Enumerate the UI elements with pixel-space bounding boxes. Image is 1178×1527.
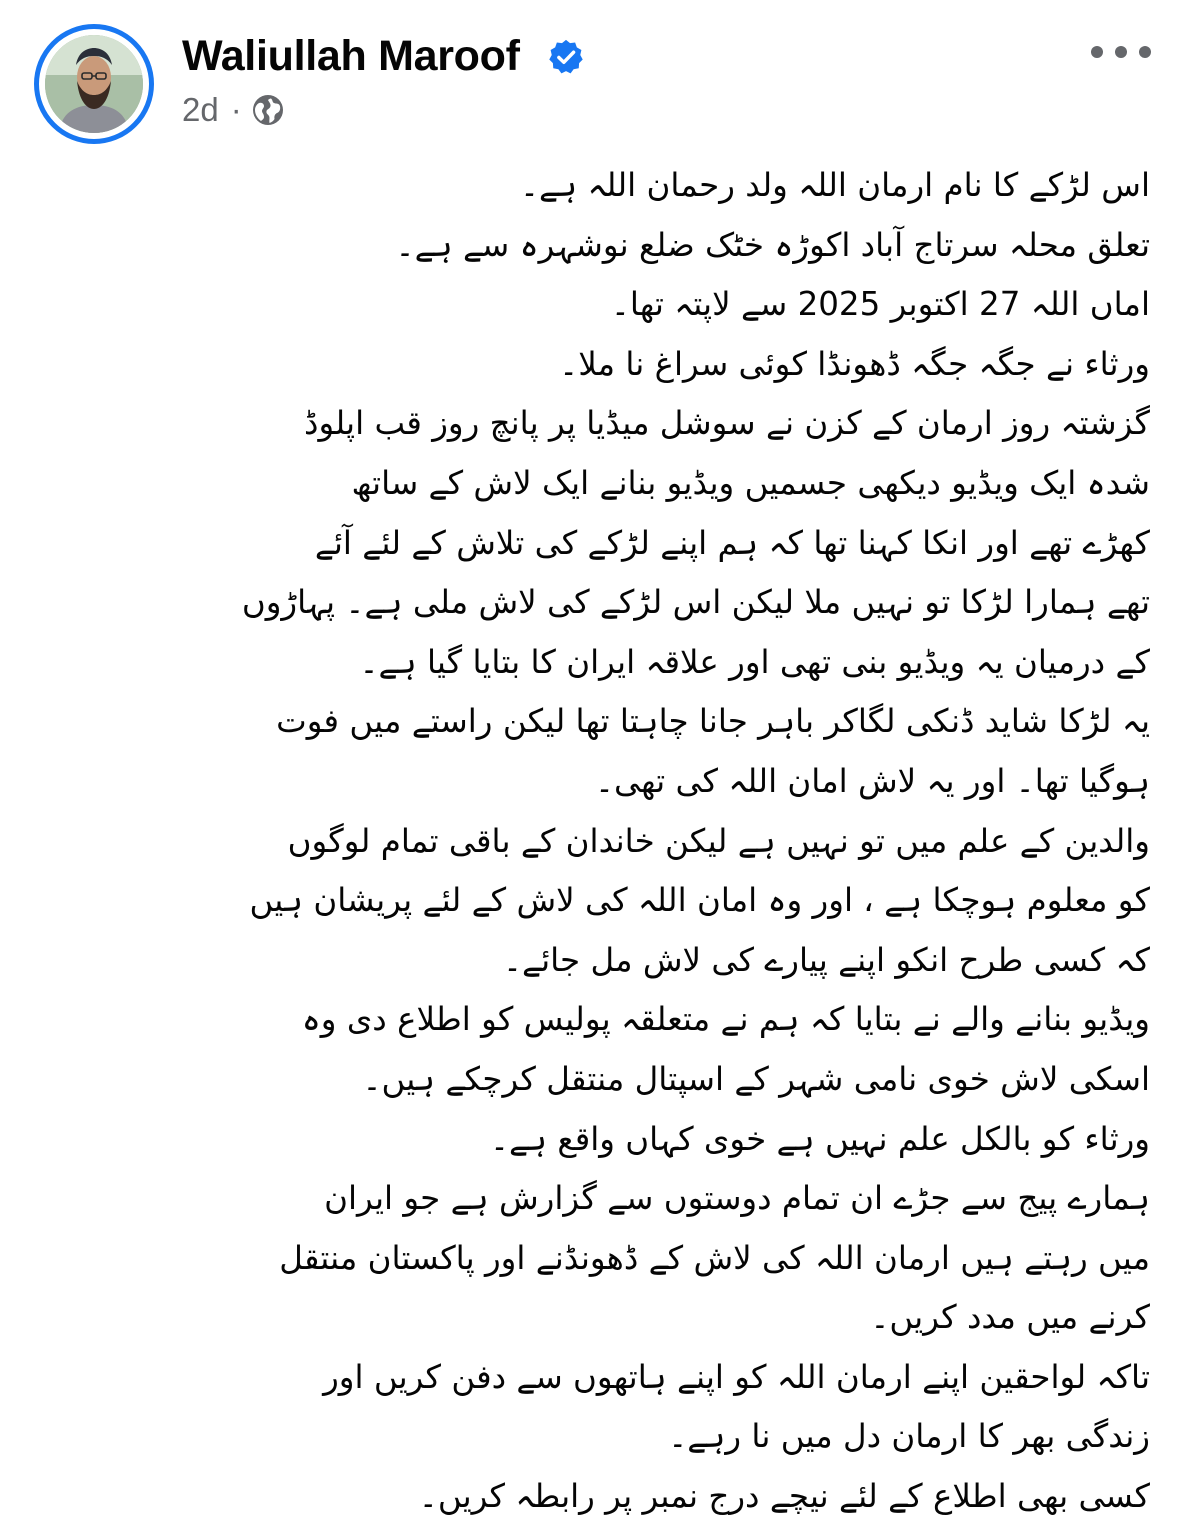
post-text-line: میں رہتے ہیں ارمان اللہ کی لاش کے ڈھونڈنے اور پاکستان منتقل	[279, 1238, 1150, 1277]
post-text-line: کھڑے تھے اور انکا کہنا تھا کہ ہم اپنے لڑکے کی تلاش کے لئے آئے	[314, 523, 1150, 562]
post-text-line: ہمارے پیج سے جڑے ان تمام دوستوں سے گزارش ہے جو ایران	[324, 1179, 1150, 1218]
post-text-line: تھے ہمارا لڑکا تو نہیں ملا لیکن اس لڑکے کی لاش ملی ہے۔ پہاڑوں	[241, 583, 1150, 622]
post-timestamp[interactable]: 2d	[182, 91, 219, 128]
post-text-line: تاکہ لواحقین اپنے ارمان اللہ کو اپنے ہاتھوں سے دفن کریں اور	[323, 1357, 1150, 1396]
post-text-line: ورثاء نے جگہ جگہ ڈھونڈا کوئی سراغ نا ملا۔	[559, 344, 1150, 383]
post-text-line: شدہ ایک ویڈیو دیکھی جسمیں ویڈیو بنانے ایک لاش کے ساتھ	[351, 463, 1150, 502]
post-text-line: کے درمیان یہ ویڈیو بنی تھی اور علاقہ ایران کا بتایا گیا ہے۔	[359, 642, 1150, 681]
post-text-line: کرنے میں مدد کریں۔	[870, 1298, 1150, 1337]
verified-badge-icon	[547, 38, 585, 76]
meta-separator: ·	[230, 91, 242, 128]
post-text-line: زندگی بھر کا ارمان دل میں نا رہے۔	[668, 1417, 1150, 1456]
author-name[interactable]: Waliullah Maroof	[182, 32, 520, 80]
post-header	[0, 0, 1178, 150]
post-text-line: یہ لڑکا شاید ڈنکی لگاکر باہر جانا چاہتا تھا لیکن راستے میں فوت	[276, 702, 1150, 741]
post-text-line: کسی بھی اطلاع کے لئے نیچے درج نمبر پر رابطہ کریں۔	[418, 1477, 1150, 1516]
post-text-line: کو معلوم ہوچکا ہے ، اور وہ امان اللہ کی لاش کے لئے پریشان ہیں	[249, 881, 1150, 920]
globe-icon[interactable]	[251, 93, 285, 127]
post-text-line: اسکی لاش خوی نامی شہر کے اسپتال منتقل کرچکے ہیں۔	[362, 1059, 1150, 1098]
post-text	[30, 156, 1150, 1527]
more-options-button[interactable]	[1082, 30, 1160, 74]
post-text-line: والدین کے علم میں تو نہیں ہے لیکن خاندان کے باقی تمام لوگوں	[287, 821, 1150, 860]
post-text-line: ورثاء کو بالکل علم نہیں ہے خوی کہاں واقع ہے۔	[489, 1119, 1150, 1158]
post-text-line: تعلق محلہ سرتاج آباد اکوڑہ خٹک ضلع نوشہرہ سے ہے۔	[395, 225, 1150, 264]
post-text-line: اس لڑکے کا نام ارمان اللہ ولد رحمان اللہ ہے۔	[520, 166, 1150, 204]
avatar[interactable]	[45, 35, 143, 133]
story-ring[interactable]	[34, 24, 154, 144]
post-text-line: ہوگیا تھا۔ اور یہ لاش امان اللہ کی تھی۔	[594, 761, 1150, 800]
more-options-icon	[1089, 44, 1153, 60]
avatar-photo	[45, 35, 143, 133]
post-text-line: ویڈیو بنانے والے نے بتایا کہ ہم نے متعلقہ پولیس کو اطلاع دی وہ	[301, 1000, 1150, 1039]
post-text-line: گزشتہ روز ارمان کے کزن نے سوشل میڈیا پر پانچ روز قب اپلوڈ	[304, 404, 1150, 443]
post-text-line: اماں اللہ 27 اکتوبر 2025 سے لاپتہ تھا۔	[610, 285, 1150, 324]
post-meta	[182, 86, 285, 134]
post-text-line: کہ کسی طرح انکو اپنے پیارے کی لاش مل جائے۔	[503, 940, 1150, 979]
